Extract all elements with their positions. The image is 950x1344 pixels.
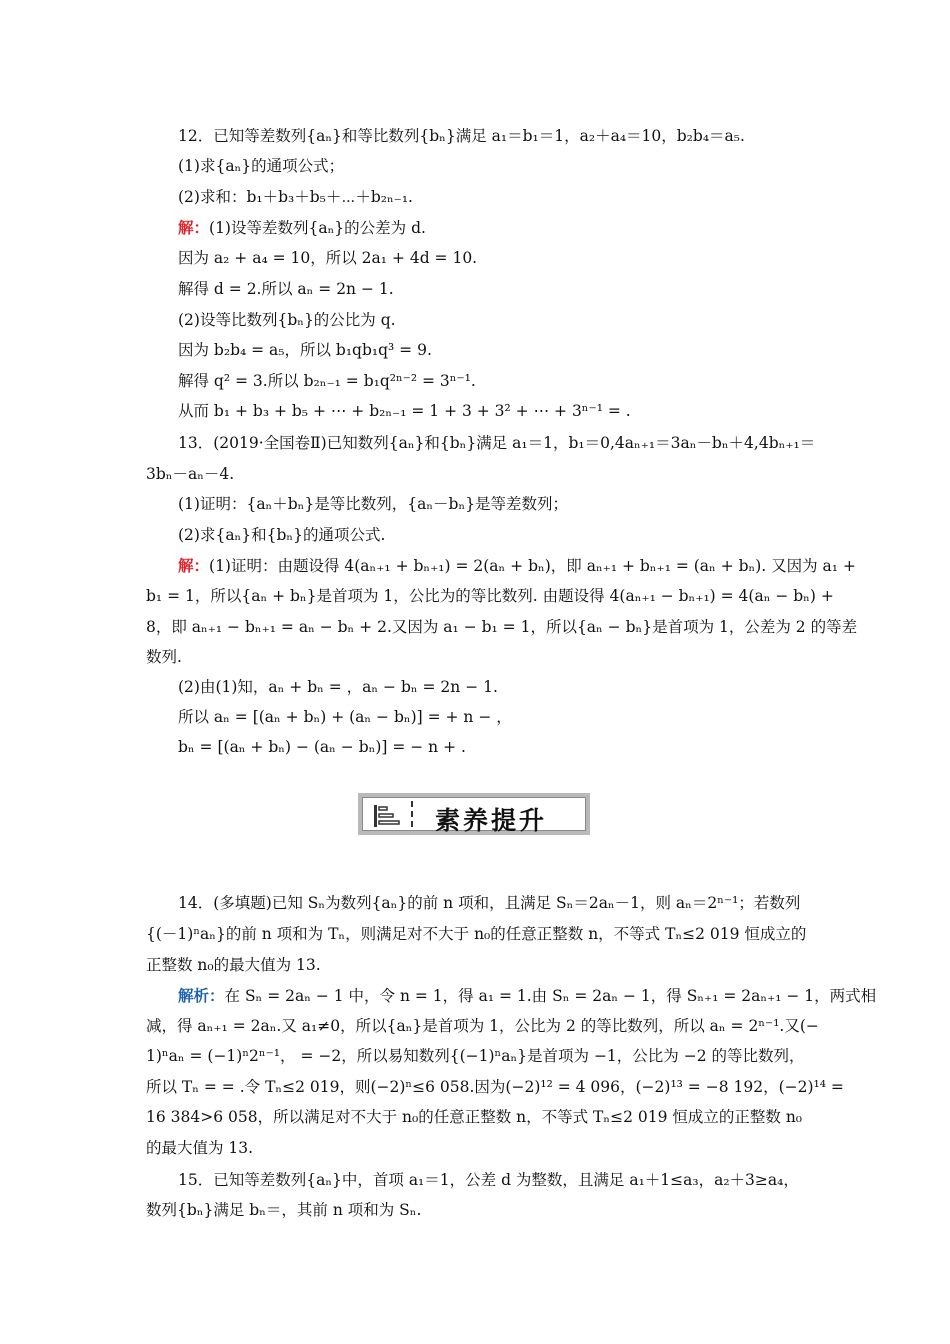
text-line [178, 248, 477, 268]
line-text: 在 Sₙ = 2aₙ − 1 中，令 n = 1，得 a₁ = 1.由 Sₙ = 2aₙ − 1，得 Sₙ₊₁ = 2aₙ₊₁ − 1，两式相 [224, 987, 877, 1005]
text-line [146, 955, 321, 975]
line-text: 因为 b₂b₄ = a₅，所以 b₁qb₁q³ = 9. [178, 341, 432, 359]
line-text: (2)求和：b₁＋b₃＋b₅＋⋯＋b₂ₙ₋₁. [178, 188, 413, 206]
line-text: 1)ⁿaₙ = (−1)ⁿ2ⁿ⁻¹， = −2，所以易知数列{(−1)ⁿaₙ}是首项为 −1，公比为 −2 的等比数列， [146, 1047, 805, 1065]
line-text: (1)设等差数列{aₙ}的公差为 d. [209, 219, 426, 237]
line-text: (2)设等比数列{bₙ}的公比为 q. [178, 311, 396, 329]
line-text: 减，得 aₙ₊₁ = 2aₙ.又 a₁≠0，所以{aₙ}是首项为 1，公比为 2 的等比数列，所以 aₙ = 2ⁿ⁻¹.又(− [146, 1017, 819, 1035]
text-line [178, 525, 385, 545]
line-text: (2)求{aₙ}和{bₙ}的通项公式. [178, 526, 386, 544]
text-line [146, 1016, 819, 1036]
text-line [178, 218, 426, 238]
text-line [146, 924, 806, 944]
text-line [178, 986, 876, 1006]
section-banner [358, 793, 590, 835]
line-text: 解得 d = 2.所以 aₙ = 2n − 1. [178, 280, 394, 298]
line-text: 解得 q² = 3.所以 b₂ₙ₋₁ = b₁q²ⁿ⁻² = 3ⁿ⁻¹. [178, 372, 476, 390]
line-text: 3bₙ－aₙ－4. [146, 465, 235, 483]
line-text: {(－1)ⁿaₙ}的前 n 项和为 Tₙ，则满足对不大于 n₀的任意正整数 n，不等式 Tₙ≤2 019 恒成立的 [146, 925, 807, 943]
line-text: 所以 Tₙ = = .令 Tₙ≤2 019，则(−2)ⁿ≤6 058.因为(−2)¹² = 4 096，(−2)¹³ = −8 192，(−2)¹⁴ = [146, 1078, 844, 1096]
line-text: (1)证明：由题设得 4(aₙ₊₁ + bₙ₊₁) = 2(aₙ + bₙ)，即 aₙ₊₁ + bₙ₊₁ = (aₙ + bₙ). 又因为 a₁ + [209, 557, 856, 575]
solution-label: 解： [178, 218, 210, 237]
text-line [146, 1107, 802, 1127]
text-line [178, 433, 815, 453]
line-text: (1)证明：{aₙ＋bₙ}是等比数列，{aₙ－bₙ}是等差数列； [178, 495, 569, 513]
text-line [146, 617, 857, 637]
text-line [178, 893, 800, 913]
line-text: (2)由(1)知，aₙ + bₙ = ，aₙ − bₙ = 2n − 1. [178, 678, 498, 696]
text-line [146, 1077, 844, 1097]
text-line [178, 340, 432, 360]
solution-label: 解： [178, 556, 210, 575]
line-text: bₙ = [(aₙ + bₙ) − (aₙ − bₙ)] = − n + . [178, 738, 466, 756]
line-text: 12．已知等差数列{aₙ}和等比数列{bₙ}满足 a₁＝b₁＝1，a₂＋a₄＝10，b₂b₄＝a₅. [178, 127, 745, 145]
line-text: (1)求{aₙ}的通项公式； [178, 157, 345, 175]
text-line [178, 737, 466, 757]
line-text: 因为 a₂ + a₄ = 10，所以 2a₁ + 4d = 10. [178, 249, 478, 267]
line-text: 13．(2019·全国卷Ⅱ)已知数列{aₙ}和{bₙ}满足 a₁＝1，b₁＝0,4aₙ₊₁＝3aₙ－bₙ＋4,4bₙ₊₁＝ [178, 434, 816, 452]
list-icon [373, 804, 403, 828]
line-text: 正整数 n₀的最大值为 13. [146, 956, 321, 974]
text-line [178, 401, 631, 421]
text-line [146, 586, 834, 606]
text-line [178, 707, 512, 727]
text-line [178, 126, 745, 146]
solution-label: 解析： [178, 986, 225, 1005]
line-text: 8，即 aₙ₊₁ − bₙ₊₁ = aₙ − bₙ + 2.又因为 a₁ − b₁ = 1，所以{aₙ − bₙ}是首项为 1，公差为 2 的等差 [146, 618, 858, 636]
text-line [146, 1200, 421, 1220]
text-line [146, 1138, 253, 1158]
line-text: 15．已知等差数列{aₙ}中，首项 a₁＝1，公差 d 为整数，且满足 a₁＋1≤a₃，a₂＋3≥a₄， [178, 1171, 799, 1189]
line-text: 从而 b₁ + b₃ + b₅ + ⋯ + b₂ₙ₋₁ = 1 + 3 + 3² + ⋯ + 3ⁿ⁻¹ = . [178, 402, 631, 420]
line-text: 所以 aₙ = [(aₙ + bₙ) + (aₙ − bₙ)] = + n − ， [178, 708, 512, 726]
banner-divider [411, 801, 413, 827]
text-line [178, 156, 344, 176]
text-line [178, 279, 394, 299]
text-line [146, 464, 234, 484]
text-line [146, 1046, 805, 1066]
line-text: 14．(多填题)已知 Sₙ为数列{aₙ}的前 n 项和，且满足 Sₙ＝2aₙ－1，则 aₙ＝2ⁿ⁻¹；若数列 [178, 894, 801, 912]
banner-title: 素养提升 [435, 806, 548, 835]
line-text: 16 384>6 058，所以满足对不大于 n₀的任意正整数 n，不等式 Tₙ≤2 019 恒成立的正整数 n₀ [146, 1108, 803, 1126]
text-line [178, 310, 396, 330]
line-text: 数列. [146, 648, 182, 666]
line-text: b₁ = 1，所以{aₙ + bₙ}是首项为 1，公比为的等比数列. 由题设得 4(aₙ₊₁ − bₙ₊₁) = 4(aₙ − bₙ) + [146, 587, 834, 605]
line-text: 的最大值为 13. [146, 1139, 254, 1157]
text-line [146, 647, 182, 667]
text-line [178, 1170, 799, 1190]
text-line [178, 371, 476, 391]
text-line [178, 556, 856, 576]
text-line [178, 677, 498, 697]
text-line [178, 494, 568, 514]
line-text: 数列{bₙ}满足 bₙ＝，其前 n 项和为 Sₙ. [146, 1201, 422, 1219]
text-line [178, 187, 413, 207]
